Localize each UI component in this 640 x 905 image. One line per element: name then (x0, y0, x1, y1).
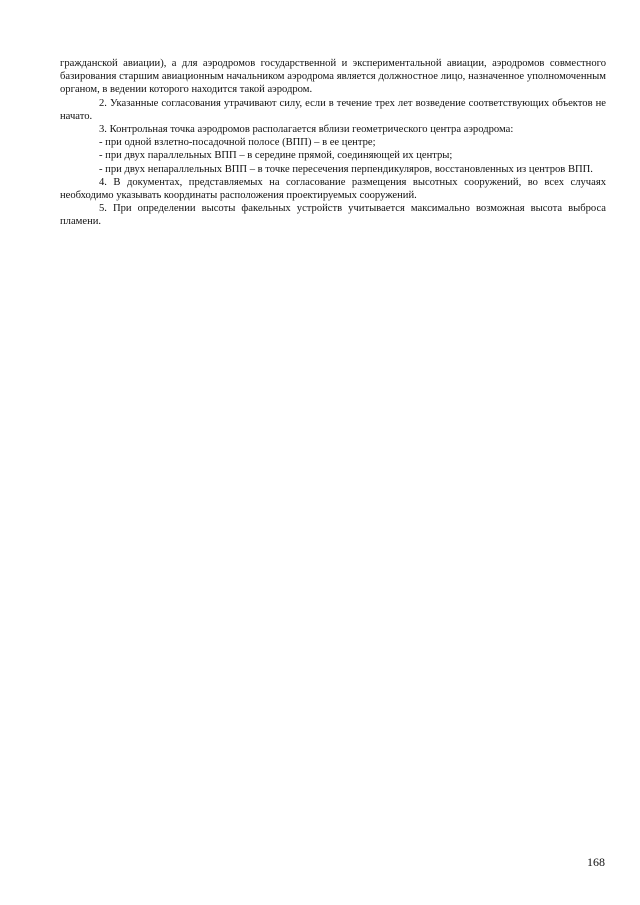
page-number: 168 (587, 855, 605, 869)
paragraph-4: 4. В документах, представляемых на согласование размещения высотных сооружений, во всех случаях необходимо указывать координаты расположения проектируемых сооружений. (60, 176, 606, 202)
list-item-two-parallel-runways: - при двух параллельных ВПП – в середине прямой, соединяющей их центры; (99, 150, 453, 162)
list-item-two-nonparallel-runways: - при двух непараллельных ВПП – в точке пересечения перпендикуляров, восстановленных из центров ВПП. (99, 163, 593, 175)
paragraph-3: 3. Контрольная точка аэродромов располагается вблизи геометрического центра аэродрома: (99, 124, 514, 136)
paragraph-continuation: гражданской авиации), а для аэродромов государственной и экспериментальной авиации, аэродромов совместного базирования старшим авиационным начальником аэродрома является должностное лицо, назначенное уполномоченным органом, в ведении которого находится такой аэродром. (60, 58, 606, 96)
paragraph-5: 5. При определении высоты факельных устройств учитывается максимально возможная высота выброса пламени. (60, 203, 606, 228)
paragraph-2: 2. Указанные согласования утрачивают силу, если в течение трех лет возведение соответствующих объектов не начато. (60, 97, 606, 122)
body-text (60, 57, 606, 229)
list-item-one-runway: - при одной взлетно-посадочной полосе (ВПП) – в ее центре; (99, 137, 376, 149)
